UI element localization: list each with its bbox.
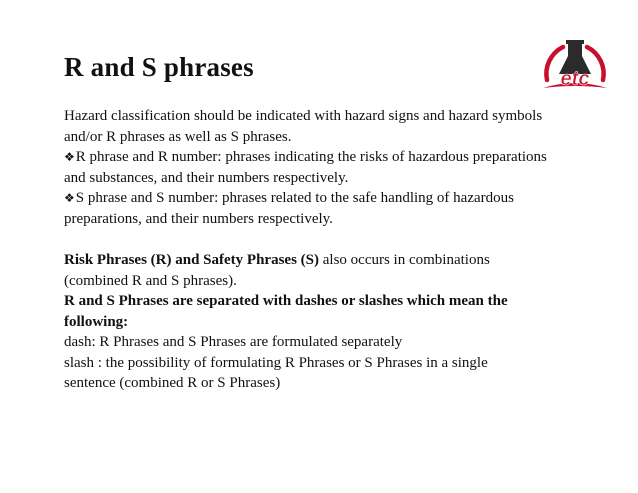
bullet-s-line-2: preparations, and their numbers respectively.: [64, 210, 333, 227]
bullet-r-line-2: and substances, and their numbers respectively.: [64, 169, 349, 186]
separator-heading-line-2: following:: [64, 313, 129, 330]
combination-line-2: (combined R and S phrases).: [64, 272, 237, 289]
bullet-item-s-phrase: [64, 188, 604, 209]
intro-line-1: Hazard classification should be indicated with hazard signs and hazard symbols: [64, 108, 543, 124]
bullet-r-line-1: R phrase and R number: phrases indicating the risks of hazardous preparations: [75, 149, 547, 165]
slide-title: R and S phrases: [64, 52, 254, 82]
etc-logo: [537, 38, 613, 96]
slash-definition-line-1: slash : the possibility of formulating R Phrases or S Phrases in a single: [64, 354, 488, 371]
combination-bold-lead: Risk Phrases (R) and Safety Phrases (S): [64, 252, 319, 268]
intro-line-2: and/or R phrases as well as S phrases.: [64, 128, 292, 145]
paragraph-gap: [64, 229, 604, 250]
logo-text: etc: [560, 68, 590, 90]
combination-line-1: [64, 250, 604, 271]
separator-heading-line-1: R and S Phrases are separated with dashes or slashes which mean the: [64, 293, 508, 309]
slash-definition-line-2: sentence (combined R or S Phrases): [64, 375, 281, 391]
combination-rest: also occurs in combinations: [319, 252, 490, 268]
bullet-item-r-phrase: [64, 147, 604, 168]
dash-definition: dash: R Phrases and S Phrases are formulated separately: [64, 334, 403, 350]
slide-body: [64, 106, 604, 394]
logo-arc-right: [587, 47, 604, 80]
bullet-s-line-1: S phrase and S number: phrases related to the safe handling of hazardous: [75, 190, 514, 206]
diamond-bullet-icon: ❖: [64, 191, 75, 205]
diamond-bullet-icon: ❖: [64, 150, 75, 164]
